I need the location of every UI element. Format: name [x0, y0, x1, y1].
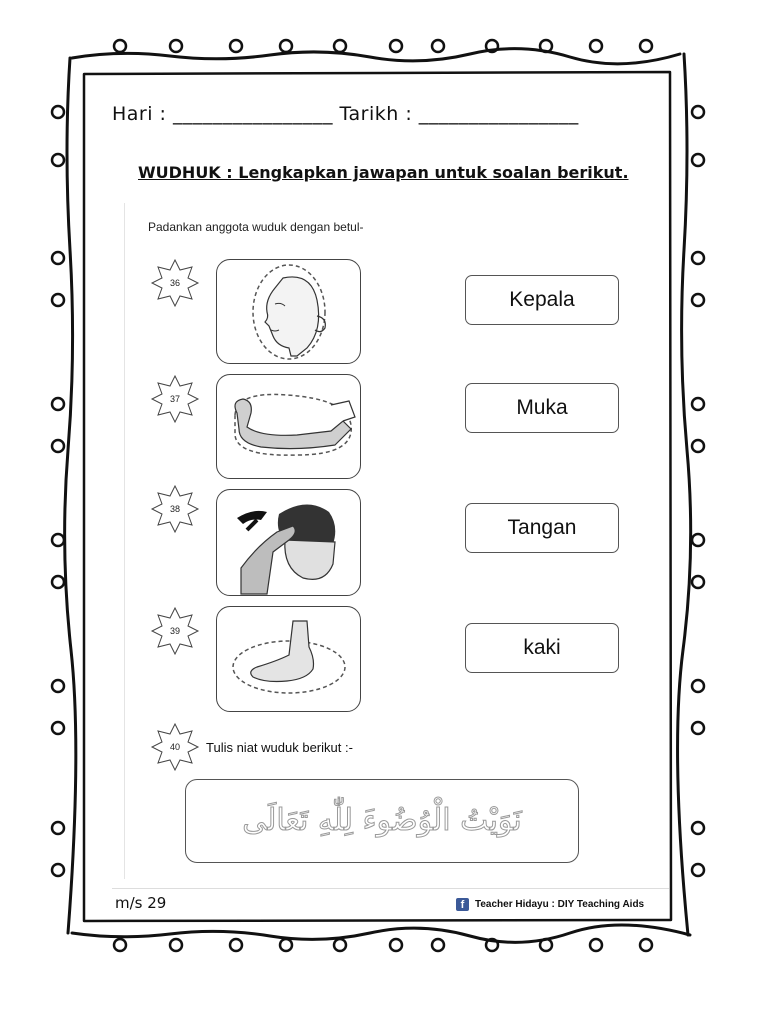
question-badge-39	[150, 606, 200, 656]
question-badge-36	[150, 258, 200, 308]
question-badge-37	[150, 374, 200, 424]
question-number: 38	[169, 504, 180, 514]
arabic-trace-box	[185, 779, 579, 863]
credit-text: Teacher Hidayu : DIY Teaching Aids	[475, 899, 645, 910]
answer-muka: Muka	[465, 383, 619, 433]
worksheet-title: WUDHUK : Lengkapkan jawapan untuk soalan berikut.	[138, 163, 629, 182]
instruction-text: Padankan anggota wuduk dengan betul-	[148, 220, 364, 234]
page-number: m/s 29	[115, 894, 167, 912]
picture-foot	[216, 606, 361, 712]
answer-kepala: Kepala	[465, 275, 619, 325]
answer-kaki: kaki	[465, 623, 619, 673]
foot-illustration-icon	[217, 607, 360, 711]
footer-credit	[456, 898, 644, 911]
question-badge-40	[150, 722, 200, 772]
face-illustration-icon	[217, 260, 360, 363]
picture-face	[216, 259, 361, 364]
arabic-niat-text: نَوَيْتُ الْوُضُوءَ لِلّٰهِ تَعَالَى	[242, 803, 522, 838]
arm-illustration-icon	[217, 375, 360, 478]
date-line: Hari : ________________ Tarikh : ________________	[112, 103, 579, 125]
question-number: 39	[169, 626, 180, 636]
picture-head	[216, 489, 361, 596]
footer-divider	[112, 888, 669, 889]
question-badge-38	[150, 484, 200, 534]
question-number: 36	[169, 278, 180, 288]
picture-arm	[216, 374, 361, 479]
question-40-label: Tulis niat wuduk berikut :-	[206, 740, 353, 755]
question-number: 37	[169, 394, 180, 404]
answer-tangan: Tangan	[465, 503, 619, 553]
head-wiping-illustration-icon	[217, 490, 360, 595]
question-number: 40	[169, 742, 180, 752]
facebook-icon: f	[456, 898, 469, 911]
